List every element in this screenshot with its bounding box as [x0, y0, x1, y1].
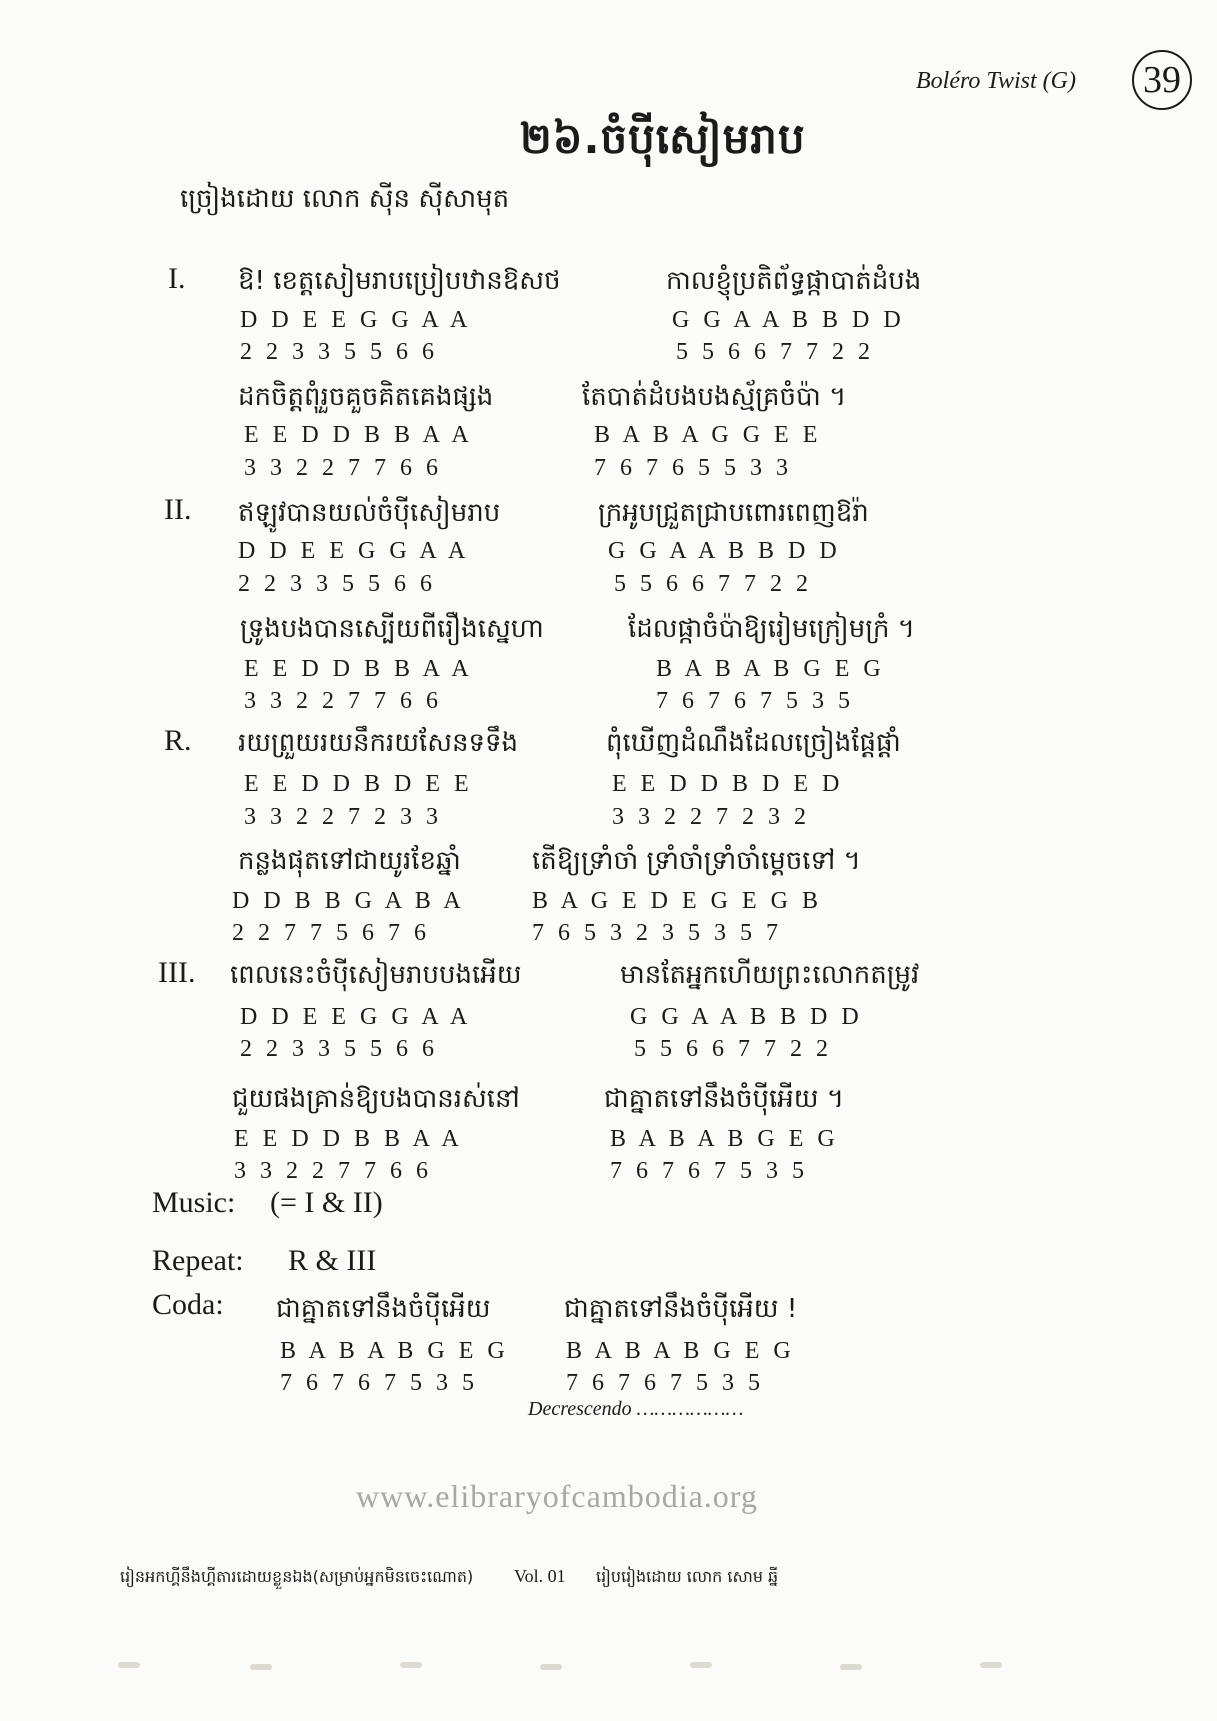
note-letters: G G A A B B D D [608, 538, 841, 564]
watermark-url: www.elibraryofcambodia.org [356, 1478, 758, 1514]
lyric-line: កាលខ្ញុំប្រតិព័ទ្ធផ្កាបាត់ដំបង [666, 266, 922, 296]
footer-book-title: រៀនអកហ្គីនឹងហ្គីតារដោយខ្លួនឯង(សម្រាប់អ្នកមិនចេះណោត) [120, 1567, 474, 1586]
note-numbers: 2 2 3 3 5 5 6 6 [238, 571, 436, 597]
note-numbers: 5 5 6 6 7 7 2 2 [634, 1036, 832, 1062]
note-letters: D D E E G G A A [240, 1004, 472, 1030]
lyric-line: ដែលផ្កាចំប៉ាឱ្យរៀមក្រៀមក្រំ ។ [628, 614, 915, 644]
lyric-line: រយព្រួយរយនឹករយសែនទទឹង [238, 728, 519, 758]
note-numbers: 7 6 5 3 2 3 5 3 5 7 [532, 920, 782, 946]
note-letters: B A B A B G E G [566, 1338, 795, 1364]
music-value: (= I & II) [270, 1186, 383, 1219]
section-label: I. [168, 262, 186, 295]
singer-credit: ច្រៀងដោយ លោក ស៊ីន ស៊ីសាមុត [180, 184, 510, 214]
scan-speck [118, 1662, 140, 1668]
note-letters: G G A A B B D D [630, 1004, 863, 1030]
lyric-line: មានតែអ្នកហើយព្រះលោកតម្រូវ [620, 960, 920, 990]
footer-compiler: រៀបរៀងដោយ លោក សោម ឆ្នី [596, 1567, 779, 1586]
section-label: II. [164, 493, 192, 526]
note-letters: E E D D B B A A [234, 1126, 463, 1152]
note-letters: E E D D B D E E [244, 771, 473, 797]
music-label: Music: [152, 1186, 236, 1219]
lyric-line: ពុំឃើញដំណឹងដែលច្រៀងផ្តែផ្តាំ [606, 728, 901, 758]
note-numbers: 2 2 3 3 5 5 6 6 [240, 339, 438, 365]
lyric-line: ក្រអូបជ្រួតជ្រាបពោរពេញឱរ៉ា [598, 498, 869, 528]
note-letters: E E D D B D E D [612, 771, 844, 797]
scan-speck [840, 1664, 862, 1670]
lyric-line: ជាគ្នាតទៅនឹងចំប៉ីអើយ ។ [604, 1084, 844, 1114]
lyric-line: តែបាត់ដំបងបងស្ម័គ្រចំប៉ា ។ [582, 382, 847, 412]
section-label: III. [158, 956, 196, 989]
note-letters: E E D D B B A A [244, 656, 473, 682]
note-letters: G G A A B B D D [672, 307, 905, 333]
coda-lyric: ជាគ្នាតទៅនឹងចំប៉ីអើយ ! [564, 1294, 798, 1324]
note-numbers: 5 5 6 6 7 7 2 2 [676, 339, 874, 365]
note-numbers: 3 3 2 2 7 2 3 2 [612, 804, 810, 830]
lyric-line: ឥឡូវបានយល់ចំប៉ីសៀមរាប [238, 498, 501, 528]
repeat-value: R & III [288, 1244, 377, 1277]
coda-label: Coda: [152, 1288, 224, 1321]
scan-speck [690, 1662, 712, 1668]
lyric-line: ទ្រូងបងបានស្បើយពីរឿងស្នេហា [240, 614, 544, 644]
note-numbers: 3 3 2 2 7 7 6 6 [234, 1158, 432, 1184]
scan-speck [540, 1664, 562, 1670]
footer-volume: Vol. 01 [514, 1566, 566, 1586]
repeat-label: Repeat: [152, 1244, 244, 1277]
scan-speck [400, 1662, 422, 1668]
scan-speck [980, 1662, 1002, 1668]
lyric-line: ឱ! ខេត្តសៀមរាបប្រៀបឋានឱសថ [238, 266, 561, 296]
note-letters: B A B A B G E G [656, 656, 885, 682]
song-style-label: Boléro Twist (G) [916, 68, 1076, 94]
note-numbers: 2 2 3 3 5 5 6 6 [240, 1036, 438, 1062]
note-numbers: 7 6 7 6 7 5 3 5 [610, 1158, 808, 1184]
note-numbers: 3 3 2 2 7 2 3 3 [244, 804, 442, 830]
note-letters: D D E E G G A A [240, 307, 472, 333]
note-letters: B A B A G G E E [594, 422, 822, 448]
note-letters: D D E E G G A A [238, 538, 470, 564]
scan-speck [250, 1664, 272, 1670]
lyric-line: តើឱ្យទ្រាំចាំ ទ្រាំចាំទ្រាំចាំម្តេចទៅ ។ [532, 846, 861, 876]
page-number-badge: 39 [1132, 50, 1192, 110]
lyric-line: កន្លងផុតទៅជាយូរខែឆ្នាំ [238, 846, 461, 876]
note-numbers: 7 6 7 6 7 5 3 5 [566, 1370, 764, 1396]
note-numbers: 5 5 6 6 7 7 2 2 [614, 571, 812, 597]
section-label: R. [164, 724, 192, 757]
decrescendo-mark: Decrescendo ……………… [528, 1398, 744, 1420]
coda-lyric: ជាគ្នាតទៅនឹងចំប៉ីអើយ [276, 1294, 491, 1324]
note-letters: B A B A B G E G [280, 1338, 509, 1364]
note-numbers: 3 3 2 2 7 7 6 6 [244, 455, 442, 481]
note-numbers: 7 6 7 6 5 5 3 3 [594, 455, 792, 481]
note-letters: B A B A B G E G [610, 1126, 839, 1152]
note-letters: B A G E D E G E G B [532, 888, 823, 914]
note-numbers: 7 6 7 6 7 5 3 5 [280, 1370, 478, 1396]
note-numbers: 7 6 7 6 7 5 3 5 [656, 688, 854, 714]
song-title: ២៦.ចំប៉ីសៀមរាប [520, 114, 806, 163]
lyric-line: ជួយផងគ្រាន់ឱ្យបងបានរស់នៅ [232, 1084, 520, 1114]
note-numbers: 3 3 2 2 7 7 6 6 [244, 688, 442, 714]
note-numbers: 2 2 7 7 5 6 7 6 [232, 920, 430, 946]
note-letters: E E D D B B A A [244, 422, 473, 448]
lyric-line: ដកចិត្តពុំរួចគួចគិតគេងផ្សង [238, 382, 494, 412]
note-letters: D D B B G A B A [232, 888, 465, 914]
lyric-line: ពេលនេះចំប៉ីសៀមរាបបងអើយ [230, 960, 522, 990]
